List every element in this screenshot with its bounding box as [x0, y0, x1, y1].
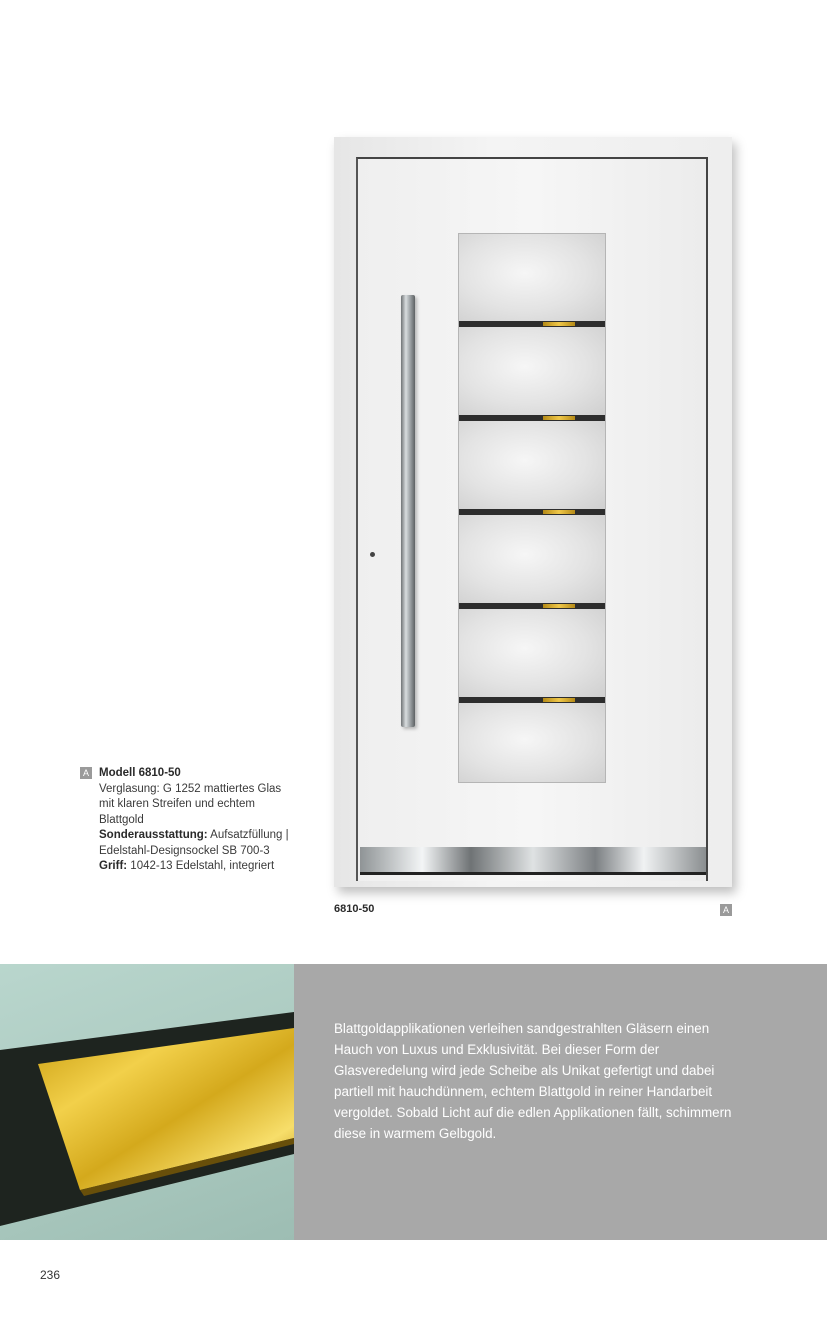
glass-pane: [459, 515, 605, 603]
model-title: Modell 6810-50: [99, 767, 181, 779]
door-glass-panel: [458, 233, 606, 783]
stainless-steel-kick-plate: [360, 847, 706, 875]
description-text: Blattgoldapplikationen verleihen sandgestrahlten Gläsern einen Hauch von Luxus und Exklusivität. Bei dieser Form der Glasveredelung wird jede Scheibe als Unikat gefertigt und dabei partiell mit hauchdünnem, echtem Blattgold in reiner Handarbeit vergoldet. Sobald Licht auf die edlen Applikationen fällt, schimmern diese in warmem Gelbgold.: [334, 1021, 732, 1141]
door-leaf: [356, 157, 708, 881]
description-panel: [294, 964, 827, 1240]
glass-pane: [459, 421, 605, 509]
special-equipment-value: Aufsatzfüllung | Edelstahl-Designsockel SB 700-3: [99, 829, 289, 857]
figure-label: 6810-50: [334, 903, 375, 915]
gold-leaf-closeup-photo: [0, 964, 294, 1240]
glass-pane: [459, 327, 605, 415]
door-handle-bar: [401, 295, 415, 727]
glazing-text: Verglasung: G 1252 mattiertes Glas mit klaren Streifen und echtem Blattgold: [99, 782, 282, 826]
figure-badge: A: [720, 904, 732, 916]
glass-pane: [459, 703, 605, 783]
special-equipment-label: Sonderausstattung:: [99, 829, 208, 841]
gold-leaf-illustration: [0, 964, 294, 1240]
page-number: 236: [40, 1268, 61, 1282]
door-lock-cylinder: [370, 552, 375, 557]
model-caption: [80, 766, 290, 875]
handle-label: Griff:: [99, 860, 128, 872]
handle-value: 1042-13 Edelstahl, integriert: [127, 860, 275, 872]
door-image: [334, 137, 732, 887]
glass-pane: [459, 609, 605, 697]
glass-pane: [459, 234, 605, 321]
caption-badge: A: [80, 767, 92, 779]
